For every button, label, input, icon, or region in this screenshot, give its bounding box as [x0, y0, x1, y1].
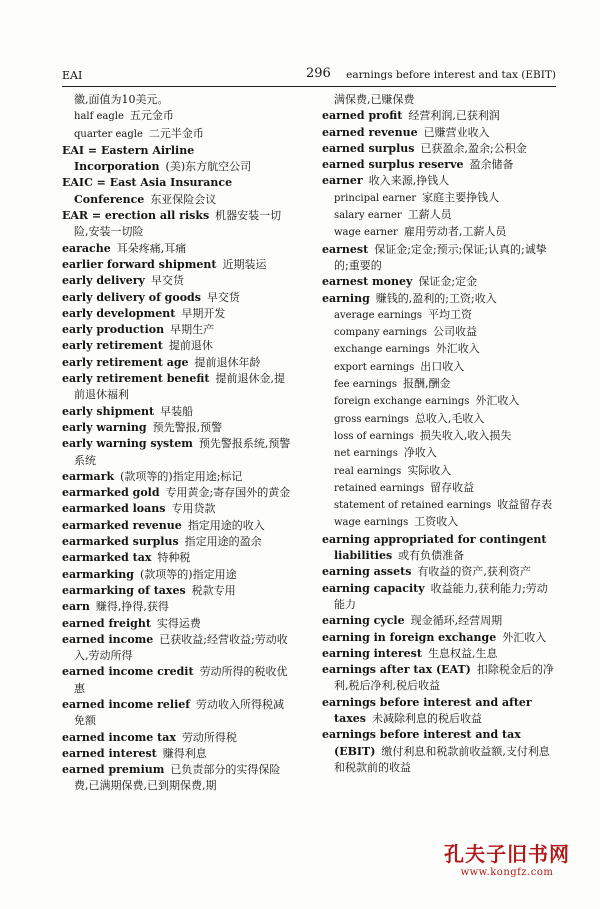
sub-entry-term: exchange earnings: [334, 344, 430, 356]
headword: earning assets: [322, 565, 412, 579]
definition: 生息权益,生息: [427, 646, 498, 660]
sub-entry: [322, 480, 558, 497]
sub-entry: [322, 224, 558, 241]
headword: earnest: [322, 242, 369, 256]
headword: earmarked tax: [62, 551, 152, 565]
definition: 缴付利息和税款前收益额,支付利息和税款前的收益: [334, 744, 550, 774]
headword: earnings before interest and tax (EBIT): [322, 728, 521, 758]
sub-entry: [322, 445, 558, 462]
dictionary-entry: [62, 599, 294, 615]
definition: 未减除利息的税后收益: [371, 711, 482, 725]
definition: 已获收益;经营收益;劳动收入,劳动所得: [74, 632, 288, 663]
sub-entry: [322, 307, 558, 324]
sub-entry: [322, 190, 558, 207]
definition: 提前退休金,提前退休福利: [74, 372, 285, 402]
headword: earned interest: [62, 746, 157, 760]
definition: (款项等的)指定用途;标记: [120, 469, 243, 483]
headword: earned premium: [62, 763, 165, 777]
sub-entry: [322, 393, 558, 410]
definition: 劳动所得税: [181, 730, 237, 744]
dictionary-entry: [62, 404, 294, 420]
headword: earned income credit: [62, 665, 194, 679]
headword: early delivery of goods: [62, 290, 201, 304]
definition: 五元金币: [129, 109, 174, 123]
headword: earned surplus: [322, 141, 415, 155]
definition: 指定用途的盈余: [184, 535, 262, 549]
dictionary-entry: [322, 662, 558, 695]
sub-entry-term: real earnings: [334, 465, 402, 477]
definition: 东亚保险会议: [150, 192, 217, 206]
dictionary-entry: [62, 616, 294, 632]
watermark-url: www.kongfz.com: [460, 867, 554, 878]
dictionary-entry: [322, 695, 558, 728]
definition: 现金循环,经营周期: [410, 614, 503, 628]
headword: earned income: [62, 632, 154, 646]
definition: 平均工资: [428, 307, 473, 321]
definition: 外汇收入: [502, 630, 547, 644]
headword: earmarked gold: [62, 486, 160, 500]
headword: earning interest: [322, 646, 422, 660]
sub-entry: [322, 324, 558, 341]
page-number: 296: [306, 66, 331, 81]
sub-entry: [322, 207, 558, 224]
sub-entry-term: export earnings: [334, 361, 415, 373]
dictionary-entry: [62, 241, 294, 257]
dictionary-entry: [62, 550, 294, 566]
dictionary-entry: [62, 664, 294, 697]
headword: earner: [322, 174, 363, 188]
dictionary-entry: [62, 436, 294, 469]
headword: earmarking: [62, 567, 134, 581]
sub-entry-term: fee earnings: [334, 379, 397, 391]
dictionary-entry: [322, 125, 558, 141]
definition: 专用黄金;寄存国外的黄金: [165, 486, 291, 500]
definition: 已赚营业收入: [423, 125, 490, 139]
definition: 赚得利息: [162, 746, 207, 760]
sub-entry-term: wage earnings: [334, 517, 409, 529]
headword: earned income tax: [62, 730, 176, 744]
headword: earnings after tax (EAT): [322, 663, 471, 677]
headword: early warning system: [62, 437, 193, 451]
sub-entry: [322, 411, 558, 428]
watermark-title: 孔夫子旧书网: [444, 842, 570, 866]
definition: 实得运费: [156, 616, 201, 630]
definition: 耳朵疼痛,耳痛: [116, 241, 187, 255]
headword: earmarked loans: [62, 502, 166, 516]
definition: 保证金;定金: [418, 275, 478, 289]
sub-entry-term: half eagle: [74, 111, 124, 123]
sub-entry: [62, 108, 294, 125]
definition: 早期开发: [181, 306, 226, 320]
definition: 有收益的资产,获利资产: [417, 565, 531, 579]
sub-entry: [322, 359, 558, 376]
headword: EAIC = East Asia Insurance Conference: [62, 176, 233, 206]
sub-entry-term: statement of retained earnings: [334, 500, 492, 512]
definition: 已获盈余,盈余;公积金: [420, 141, 527, 155]
headword: earnings before interest and after taxes: [322, 695, 532, 725]
headword: early retirement: [62, 339, 163, 353]
dictionary-entry: [62, 485, 294, 501]
sub-entry-term: gross earnings: [334, 413, 409, 425]
dictionary-entry: [62, 762, 294, 795]
definition: 机器安装一切险,安装一切险: [74, 209, 282, 239]
headword: earned income relief: [62, 697, 190, 711]
dictionary-entry: [62, 469, 294, 485]
sub-entry-term: quarter eagle: [74, 128, 143, 140]
headword: EAI = Eastern Airline Incorporation: [62, 143, 195, 174]
headword: earmarked revenue: [62, 518, 182, 532]
dictionary-entry: [62, 746, 294, 762]
definition: 工薪人员: [407, 208, 452, 222]
dictionary-entry: [322, 581, 558, 614]
headword: early development: [62, 306, 176, 320]
definition: 报酬,酬金: [403, 377, 451, 391]
sub-entry: [322, 497, 558, 514]
dictionary-entry: [62, 208, 294, 241]
dictionary-entry: [62, 518, 294, 534]
definition: 特种税: [157, 551, 191, 565]
dictionary-entry: [62, 501, 294, 517]
sub-entry-term: retained earnings: [334, 482, 425, 494]
dictionary-entry: [322, 108, 558, 124]
definition: 近期装运: [222, 257, 267, 271]
definition: 二元半金币: [148, 126, 204, 140]
dictionary-entry: [322, 173, 558, 189]
definition: 收益能力,获利能力;劳动能力: [334, 581, 548, 611]
dictionary-entry: [62, 306, 294, 322]
dictionary-entry: [322, 613, 558, 629]
definition: 或有负债准备: [398, 549, 465, 563]
right-guide-word: earnings before interest and tax (EBIT): [346, 69, 556, 81]
dictionary-entry: [322, 532, 558, 565]
definition: 预先警报系统,预警系统: [74, 437, 291, 467]
dictionary-entry: [62, 290, 294, 306]
headword: earned surplus reserve: [322, 158, 464, 172]
headword: early shipment: [62, 404, 155, 418]
dictionary-entry: [62, 420, 294, 436]
left-guide-word: EAI: [62, 69, 83, 82]
watermark: [444, 838, 570, 878]
dictionary-entry: [62, 697, 294, 730]
dictionary-entry: [322, 157, 558, 173]
definition: 外汇收入: [475, 394, 520, 408]
dictionary-entry: [62, 322, 294, 338]
sub-entry-term: average earnings: [334, 309, 423, 321]
definition: 外汇收入: [435, 342, 480, 356]
definition: 提前退休年龄: [194, 355, 261, 369]
dictionary-entry: [62, 175, 294, 208]
dictionary-entry: [62, 355, 294, 371]
definition: 公司收益: [433, 325, 478, 339]
dictionary-entry: [62, 273, 294, 289]
headword: earmarking of taxes: [62, 583, 186, 597]
dictionary-entry: [322, 242, 558, 275]
headword: earning appropriated for contingent liabilities: [322, 532, 547, 563]
definition: 雇用劳动者,工薪人员: [403, 225, 507, 239]
definition: 早交货: [206, 290, 240, 304]
definition: 盈余储备: [469, 158, 514, 172]
definition: 早交货: [150, 274, 184, 288]
definition: 出口收入: [420, 359, 465, 373]
definition: 预先警报,预警: [152, 420, 223, 434]
dictionary-entry: [62, 371, 294, 404]
headword: earned revenue: [322, 125, 418, 139]
definition: 指定用途的收入: [187, 518, 265, 532]
definition: 税款专用: [191, 583, 236, 597]
headword: early production: [62, 323, 165, 337]
definition: 净收入: [403, 446, 437, 460]
definition: (款项等的)指定用途: [139, 567, 237, 581]
sub-entry-term: principal earner: [334, 192, 417, 204]
definition: 扣除税金后的净利,税后净利,税后收益: [334, 663, 554, 693]
dictionary-entry: [322, 291, 558, 307]
definition: 已负责部分的实得保险费,已满期保费,已到期保费,期: [74, 763, 281, 793]
definition: 提前退休: [168, 339, 213, 353]
definition: 工资收入: [414, 515, 459, 529]
definition: 保证金;定金;预示;保证;认真的;诚挚的;重要的: [334, 242, 547, 272]
headword: earning cycle: [322, 614, 405, 628]
definition: 留存收益: [430, 480, 475, 494]
headword: EAR = erection all risks: [62, 209, 210, 223]
definition: (美)东方航空公司: [165, 160, 252, 174]
headword: earning capacity: [322, 581, 425, 595]
definition: 专用贷款: [171, 502, 216, 516]
definition: 收入来源,挣钱人: [368, 174, 450, 188]
headword: early retirement benefit: [62, 372, 210, 386]
definition: 损失收入,收入损失: [419, 428, 512, 442]
continued-definition: [62, 92, 294, 108]
dictionary-entry: [62, 257, 294, 273]
definition: 早期生产: [170, 323, 215, 337]
definition: 劳动所得的税收优惠: [74, 665, 288, 695]
definition: 赚得,挣得,获得: [95, 600, 169, 614]
headword: early delivery: [62, 274, 145, 288]
headword: earning in foreign exchange: [322, 630, 497, 644]
dictionary-entry: [62, 338, 294, 354]
definition: 赚钱的,盈利的;工资;收入: [375, 291, 497, 305]
sub-entry-term: foreign exchange earnings: [334, 396, 470, 408]
definition: 劳动收入所得税减免额: [74, 697, 284, 728]
headword: earned profit: [322, 109, 403, 123]
headword: earnest money: [322, 275, 413, 289]
headword: early warning: [62, 420, 147, 434]
definition: 家庭主要挣钱人: [422, 190, 500, 204]
sub-entry: [62, 126, 294, 143]
sub-entry-term: wage earner: [334, 227, 398, 239]
dictionary-entry: [322, 564, 558, 580]
definition: 早装船: [160, 404, 194, 418]
headword: earn: [62, 600, 90, 614]
definition: 经营利润,已获利润: [408, 109, 500, 123]
sub-entry-term: loss of earnings: [334, 430, 414, 442]
definition: 实际收入: [407, 463, 452, 477]
dictionary-entry: [62, 583, 294, 599]
definition: 总收入,毛收入: [414, 411, 485, 425]
dictionary-entry: [322, 727, 558, 776]
sub-entry: [322, 463, 558, 480]
sub-entry-term: salary earner: [334, 210, 402, 222]
dictionary-entry: [322, 274, 558, 290]
sub-entry: [322, 428, 558, 445]
dictionary-entry: [62, 567, 294, 583]
dictionary-entry: [322, 141, 558, 157]
sub-entry-term: company earnings: [334, 327, 428, 339]
headword: earned freight: [62, 616, 151, 630]
sub-entry: [322, 376, 558, 393]
dictionary-entry: [62, 632, 294, 665]
continued-definition: [322, 92, 558, 108]
sub-entry: [322, 514, 558, 531]
dictionary-entry: [62, 534, 294, 550]
right-column: [322, 92, 558, 776]
definition: 收益留存表: [497, 498, 553, 512]
definition: 满保费,已赚保费: [334, 93, 415, 106]
page-header: [62, 66, 556, 87]
definition: 徽,面值为10美元。: [74, 93, 169, 106]
headword: early retirement age: [62, 355, 189, 369]
headword: earmarked surplus: [62, 535, 179, 549]
dictionary-entry: [322, 630, 558, 646]
left-column: [62, 92, 294, 795]
headword: earning: [322, 291, 370, 305]
sub-entry-term: net earnings: [334, 448, 398, 460]
dictionary-entry: [62, 143, 294, 176]
headword: earache: [62, 241, 111, 255]
sub-entry: [322, 341, 558, 358]
dictionary-entry: [322, 646, 558, 662]
dictionary-entry: [62, 730, 294, 746]
headword: earmark: [62, 469, 115, 483]
headword: earlier forward shipment: [62, 257, 217, 271]
